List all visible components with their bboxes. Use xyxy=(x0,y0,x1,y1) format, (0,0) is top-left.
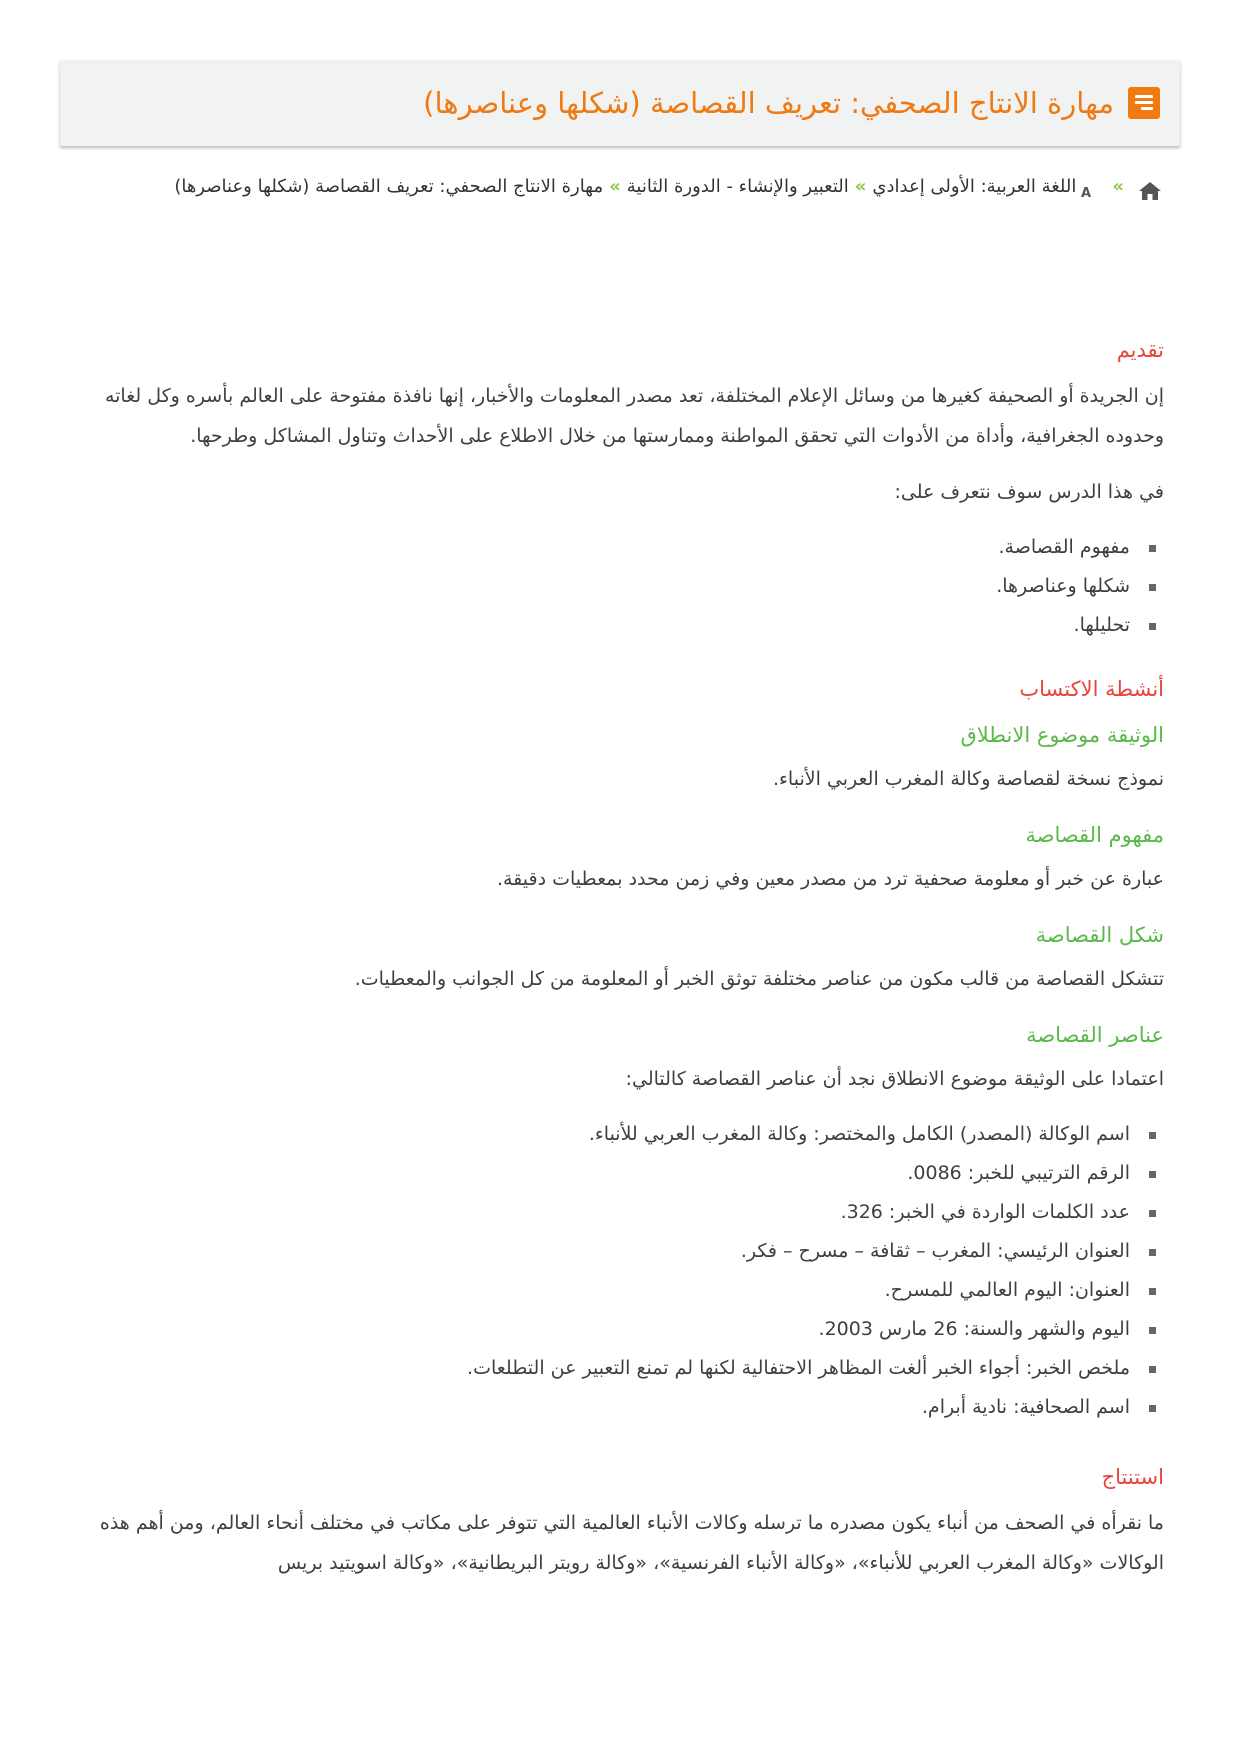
breadcrumb-separator: » xyxy=(609,176,621,197)
list-item: مفهوم القصاصة. xyxy=(74,528,1130,567)
page-title: مهارة الانتاج الصحفي: تعريف القصاصة (شكلها وعناصرها) xyxy=(423,86,1114,120)
concept-heading: مفهوم القصاصة xyxy=(1025,823,1164,847)
list-item: الرقم الترتيبي للخبر: 0086. xyxy=(74,1154,1130,1193)
breadcrumb-separator: » xyxy=(854,176,867,197)
form-text: تتشكل القصاصة من قالب مكون من عناصر مختلفة توثق الخبر أو المعلومة من كل الجوانب والمعطيات. xyxy=(354,968,1164,990)
translate-icon xyxy=(1080,175,1106,199)
list-item: العنوان الرئيسي: المغرب – ثقافة – مسرح – فكر. xyxy=(74,1232,1130,1271)
intro-paragraph: إن الجريدة أو الصحيفة كغيرها من وسائل الإعلام المختلفة، تعد مصدر المعلومات والأخبار، إنها نافذة مفتوحة على العالم بأسره وكل لغاته وحدوده الجغرافية، وأداة من الأدوات التي تحقق المواطنة وممارستها من خلال الاطلاع على الأحداث وتناول المشاكل وطرحها. xyxy=(104,385,1164,447)
list-item: ملخص الخبر: أجواء الخبر ألغت المظاهر الاحتفالية لكنها لم تمنع التعبير عن التطلعات. xyxy=(74,1349,1130,1388)
breadcrumb xyxy=(162,168,1162,206)
activities-heading: أنشطة الاكتساب xyxy=(1019,677,1164,701)
document-text: نموذج نسخة لقصاصة وكالة المغرب العربي الأنباء. xyxy=(772,768,1164,790)
intro-heading: تقديم xyxy=(1116,338,1164,362)
conclusion-paragraph: ما نقرأه في الصحف من أنباء يكون مصدره ما ترسله وكالات الأنباء العالمية التي تتوفر على مكاتب في مختلف أنحاء العالم، ومن أهم هذه الوكالات «وكالة المغرب العربي للأنباء»، «وكالة الأنباء الفرنسية»، «وكالة رويتر البريطانية»، «وكالة اسويتيد بريس xyxy=(99,1512,1164,1574)
page-header xyxy=(60,60,1180,146)
list-item: تحليلها. xyxy=(74,606,1130,645)
home-icon[interactable] xyxy=(1138,177,1162,197)
breadcrumb-link-subject[interactable]: اللغة العربية: الأولى إعدادي xyxy=(872,176,1077,197)
breadcrumb-separator: » xyxy=(1112,176,1124,197)
document-heading: الوثيقة موضوع الانطلاق xyxy=(960,723,1164,747)
svg-text:A: A xyxy=(1081,186,1092,199)
list-item: شكلها وعناصرها. xyxy=(74,567,1130,606)
elements-heading: عناصر القصاصة xyxy=(1026,1023,1164,1047)
list-item: اسم الوكالة (المصدر) الكامل والمختصر: وكالة المغرب العربي للأنباء. xyxy=(74,1115,1130,1154)
breadcrumb-link-unit[interactable]: التعبير والإنشاء - الدورة الثانية xyxy=(626,176,849,197)
elements-list xyxy=(74,1115,1164,1427)
list-item: اسم الصحافية: نادية أبرام. xyxy=(74,1388,1130,1427)
elements-lead: اعتمادا على الوثيقة موضوع الانطلاق نجد أن عناصر القصاصة كالتالي: xyxy=(625,1068,1164,1090)
goals-list xyxy=(74,528,1164,645)
form-heading: شكل القصاصة xyxy=(1035,923,1164,947)
intro-lead: في هذا الدرس سوف نتعرف على: xyxy=(894,481,1164,503)
list-item: العنوان: اليوم العالمي للمسرح. xyxy=(74,1271,1130,1310)
document-icon xyxy=(1128,87,1160,119)
list-item: عدد الكلمات الواردة في الخبر: 326. xyxy=(74,1193,1130,1232)
breadcrumb-current: مهارة الانتاج الصحفي: تعريف القصاصة (شكلها وعناصرها) xyxy=(174,176,604,197)
lesson-content xyxy=(74,330,1164,1599)
conclusion-heading: استنتاج xyxy=(1101,1465,1164,1489)
concept-text: عبارة عن خبر أو معلومة صحفية ترد من مصدر معين وفي زمن محدد بمعطيات دقيقة. xyxy=(496,868,1164,890)
list-item: اليوم والشهر والسنة: 26 مارس 2003. xyxy=(74,1310,1130,1349)
